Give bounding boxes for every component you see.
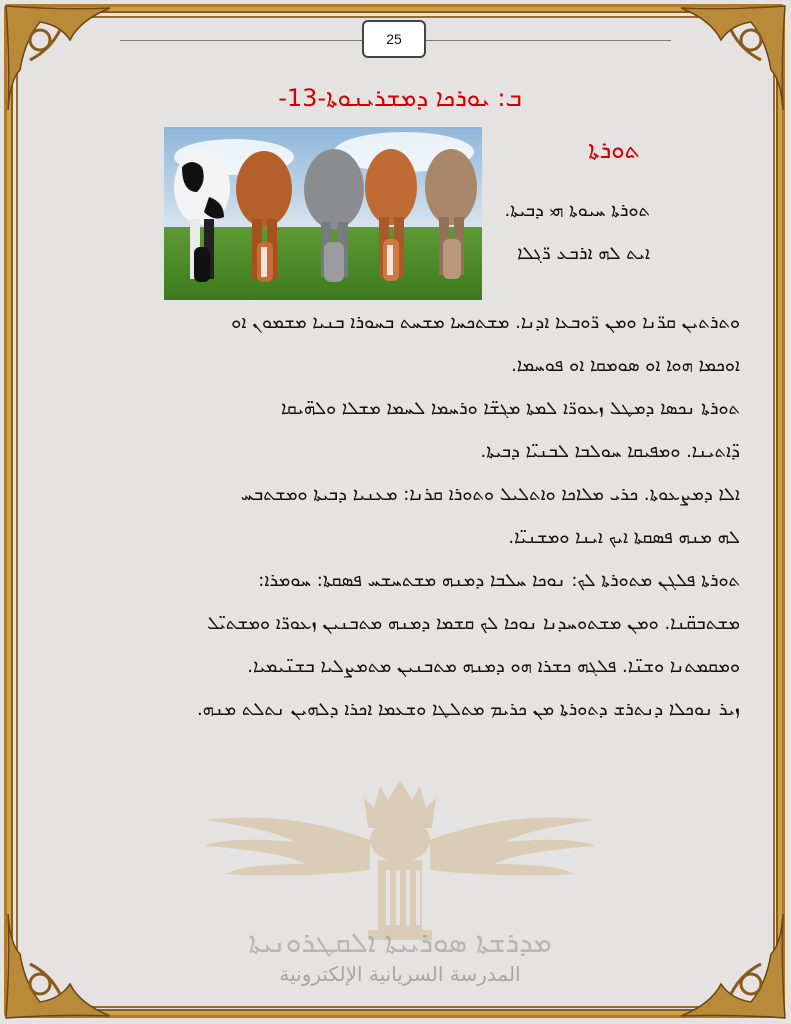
- body-line-10: ܙܝܪ ܢܘܟܠܐ ܕܢܬܪܫ ܕܬܘܪܬܐ ܡܢ ܟܪܝܡ ܡܬܠܛܐ ܘܫܥܡܐ ܐܟܪܐ ܕܠܗܝܢ ܢܬܠܬ ܡܢܗ.: [196, 699, 740, 720]
- watermark-arabic: المدرسة السريانية الإلكترونية: [279, 962, 521, 986]
- corner-ornament-icon: [0, 894, 130, 1024]
- body-line-2: ܐܘܟܡܐ ܗܘܐ ܐܘ ܣܘܡܩܐ ܐܘ ܦܘܚܡܐ.: [511, 355, 740, 376]
- corner-ornament-icon: [661, 0, 791, 130]
- page-number: 25: [362, 20, 426, 58]
- body-line-5: ܐܠܐ ܕܡܨܥܘܬܐ. ܟܪܝ ܡܠܐܟܐ ܘܐܬܠܝܠ ܘܬܘܪܐ ܩܪܢܐ: ܡܥܢܝܐ ܕܒܝܬܐ ܘܡܫܬܒܚ: [240, 484, 740, 505]
- cows-image: [164, 127, 482, 300]
- body-line-7: ܬܘܪܬܐ ܦܠܓܢ ܡܬܘܪܬܐ ܠܟ: ܢܘܟܐ ܚܠܒܐ ܕܡܢܗ ܡܫܬܚܫܚ ܦܣܩܬܐ: ܚܘܡܪܐ:: [258, 570, 740, 591]
- lesson-title: ܒ: ܝܘܪܟܐ ܕܡܫܪܝܢܘܬܐ-13-: [278, 84, 522, 112]
- body-line-1: ܘܬܪܬܝܢ ܩܪ̈ܢܐ ܘܡܢ ܪ̈ܘܒܥܐ ܐܕܢܐ. ܡܫܬܟܚܐ ܡܫܚܬ ܒܚܘܪܐ ܒܢܝܐ ܡܫܡܘܢ ܐܘ: [231, 312, 740, 333]
- body-line-6: ܠܗ ܡܢܗ ܦܣܩܬܐ ܐܝܟ ܐܝܢܐ ܘܡܫܢܝ̈ܐ.: [508, 527, 740, 548]
- body-line-9: ܘܡܩܡܬܢܐ ܘܫܢ̈ܐ. ܦܠܓܗ ܟܫܪܐ ܗܘ ܕܡܢܗ ܡܬܒܢܝܢ ܡܬܡܨܠܝܐ ܒܫܢ̈ܝܡܝܐ.: [247, 656, 740, 677]
- corner-ornament-icon: [661, 894, 791, 1024]
- body-line-8: ܡܫܬܒܩ̈ܢܐ. ܘܡܢ ܡܫܬܘܚܕܢܐ ܢܘܟܐ ܠܟ ܩܫܡܐ ܕܡܢܗ ܡܬܒܢܝܢ ܙܥܘܪ̈ܐ ܘܡܫܬܝ̈ܠ: [207, 613, 740, 634]
- lesson-subtitle: ܬܘܪܬܐ: [588, 136, 640, 164]
- intro-line-2: ܐܝܬ ܠܗ ܐܪܒܥ ܪ̈ܓܠܐ: [517, 243, 650, 264]
- intro-line-1: ܬܘܪܬܐ ܚܝܘܬܐ ܗܝ ܕܒܝܬܐ.: [504, 200, 650, 221]
- watermark-syriac: ܡܕܪܫܬܐ ܣܘܪܝܝܬܐ ܐܠܩܛܪܘܢܝܬܐ: [248, 926, 552, 959]
- body-line-3: ܬܘܪܬܐ ܢܟܣܐ ܕܡܛܠ ܙܥܘܪ̈ܐ ܠܡܬܐ ܡܓܫ̈ܐ ܘܪܚܡܐ ܠܚܡܐ ܡܫܠܐ ܘܠܗ̈ܝܩܐ: [280, 398, 740, 419]
- body-line-4: ܕ̈ܐܬܝܢܐ. ܘܡܦܝܩܐ ܚܘܠܒܐ ܠܒܢܝ̈ܐ ܕܒܝܬܐ.: [480, 441, 740, 462]
- corner-ornament-icon: [0, 0, 130, 130]
